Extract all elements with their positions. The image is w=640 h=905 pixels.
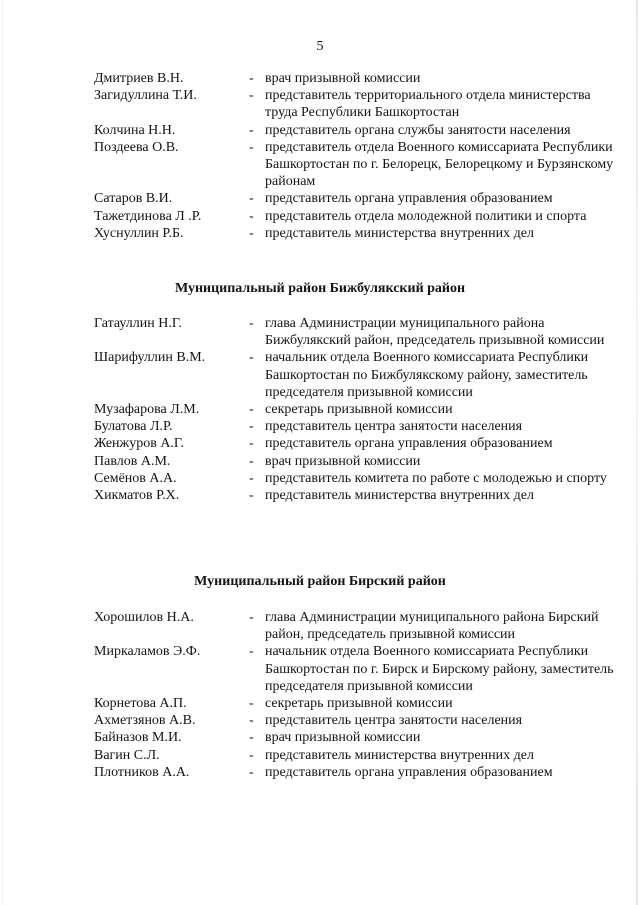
member-row <box>94 609 614 643</box>
member-name: Вагин С.Л. <box>94 747 160 763</box>
member-role: секретарь призывной комиссии <box>265 402 453 418</box>
member-role: представитель комитета по работе с молодежью и спорту <box>265 470 607 486</box>
member-role: представитель органа управления образованием <box>265 436 553 452</box>
page-number: 5 <box>316 39 324 54</box>
member-row <box>94 712 614 729</box>
dash-separator: - <box>249 402 254 418</box>
member-role: представитель органа службы занятости населения <box>265 122 571 138</box>
member-name: Женжуров А.Г. <box>94 436 184 452</box>
dash-separator: - <box>249 436 254 452</box>
member-name: Корнетова А.П. <box>94 696 187 712</box>
member-row <box>94 695 614 712</box>
member-name: Дмитриев В.Н. <box>94 71 184 86</box>
member-role: начальник отдела Военного комиссариата Республики Башкортостан по г. Бирск и Бирскому району, заместитель председателя призывной комиссии <box>265 644 614 694</box>
member-name: Байназов М.И. <box>94 730 182 746</box>
section-heading-bizhbulyak: Муниципальный район Бижбулякский район <box>174 281 466 296</box>
member-list-section-2 <box>94 315 614 504</box>
dash-separator: - <box>249 208 254 224</box>
dash-separator: - <box>249 88 254 104</box>
member-name: Булатова Л.Р. <box>94 419 173 435</box>
member-row <box>94 225 614 242</box>
dash-separator: - <box>249 488 254 504</box>
member-name: Ахметзянов А.В. <box>94 713 196 729</box>
member-row <box>94 729 614 746</box>
section-heading-birsk: Муниципальный район Бирский район <box>194 574 446 589</box>
member-row <box>94 764 614 781</box>
member-name: Павлов А.М. <box>94 453 171 469</box>
dash-separator: - <box>249 350 254 366</box>
member-role: начальник отдела Военного комиссариата Республики Башкортостан по Бижбулякскому району, заместитель председателя призывной комиссии <box>265 350 589 400</box>
dash-separator: - <box>249 122 254 138</box>
member-list-section-3 <box>94 609 614 781</box>
member-name: Плотников А.А. <box>94 764 190 780</box>
dash-separator: - <box>249 764 254 780</box>
member-role: представитель органа управления образованием <box>265 764 553 780</box>
member-role: представитель отдела молодежной политики и спорта <box>265 208 587 224</box>
member-name: Сатаров В.И. <box>94 191 173 207</box>
member-name: Тажетдинова Л .Р. <box>94 208 202 224</box>
member-role: глава Администрации муниципального района Бирский район, председатель призывной комиссии <box>265 610 599 643</box>
member-list-section-1 <box>94 70 614 242</box>
member-row <box>94 487 614 504</box>
member-role: представитель министерства внутренних дел <box>265 225 534 241</box>
member-role: представитель отдела Военного комиссариата Республики Башкортостан по г. Белорецк, Белорецкому и Бурзянскому районам <box>265 139 614 190</box>
member-role: глава Администрации муниципального района Бижбулякский район, председатель призывной комиссии <box>265 316 605 349</box>
scan-edge-left <box>2 0 3 905</box>
dash-separator: - <box>249 191 254 207</box>
member-role: представитель центра занятости населения <box>265 713 523 729</box>
dash-separator: - <box>249 470 254 486</box>
scan-edge-right <box>636 0 638 905</box>
dash-separator: - <box>249 419 254 435</box>
member-role: представитель центра занятости населения <box>265 419 523 435</box>
member-row <box>94 470 614 487</box>
member-role: представитель министерства внутренних дел <box>265 747 534 763</box>
member-name: Колчина Н.Н. <box>94 122 176 138</box>
dash-separator: - <box>249 696 254 712</box>
member-role: секретарь призывной комиссии <box>265 696 453 712</box>
dash-separator: - <box>249 453 254 469</box>
member-row <box>94 747 614 764</box>
dash-separator: - <box>249 610 254 625</box>
member-row <box>94 315 614 349</box>
member-name: Шарифуллин В.М. <box>94 350 206 366</box>
dash-separator: - <box>249 713 254 729</box>
member-row <box>94 190 614 207</box>
member-role: представитель территориального отдела министерства труда Республики Башкортостан <box>265 88 591 121</box>
member-name: Загидуллина Т.И. <box>94 88 197 104</box>
dash-separator: - <box>249 71 254 86</box>
dash-separator: - <box>249 139 254 155</box>
member-name: Семёнов А.А. <box>94 470 177 486</box>
member-name: Хуснуллин Р.Б. <box>94 225 184 241</box>
member-row <box>94 139 614 191</box>
member-role: врач призывной комиссии <box>265 453 421 469</box>
member-row <box>94 70 614 87</box>
member-row <box>94 453 614 470</box>
member-row <box>94 87 614 121</box>
member-name: Миркаламов Э.Ф. <box>94 644 201 660</box>
dash-separator: - <box>249 225 254 241</box>
member-role: представитель министерства внутренних дел <box>265 488 534 504</box>
member-name: Хикматов Р.Х. <box>94 488 180 504</box>
member-row <box>94 401 614 418</box>
member-name: Музафарова Л.М. <box>94 402 200 418</box>
member-row <box>94 208 614 225</box>
dash-separator: - <box>249 644 254 660</box>
member-role: представитель органа управления образованием <box>265 191 553 207</box>
dash-separator: - <box>249 316 254 331</box>
member-row <box>94 643 614 695</box>
member-row <box>94 349 614 401</box>
member-row <box>94 418 614 435</box>
member-name: Гатауллин Н.Г. <box>94 316 182 331</box>
member-name: Поздеева О.В. <box>94 139 179 155</box>
dash-separator: - <box>249 730 254 746</box>
dash-separator: - <box>249 747 254 763</box>
member-role: врач призывной комиссии <box>265 730 421 746</box>
member-name: Хорошилов Н.А. <box>94 610 194 625</box>
member-row <box>94 122 614 139</box>
member-row <box>94 435 614 452</box>
member-role: врач призывной комиссии <box>265 71 421 86</box>
